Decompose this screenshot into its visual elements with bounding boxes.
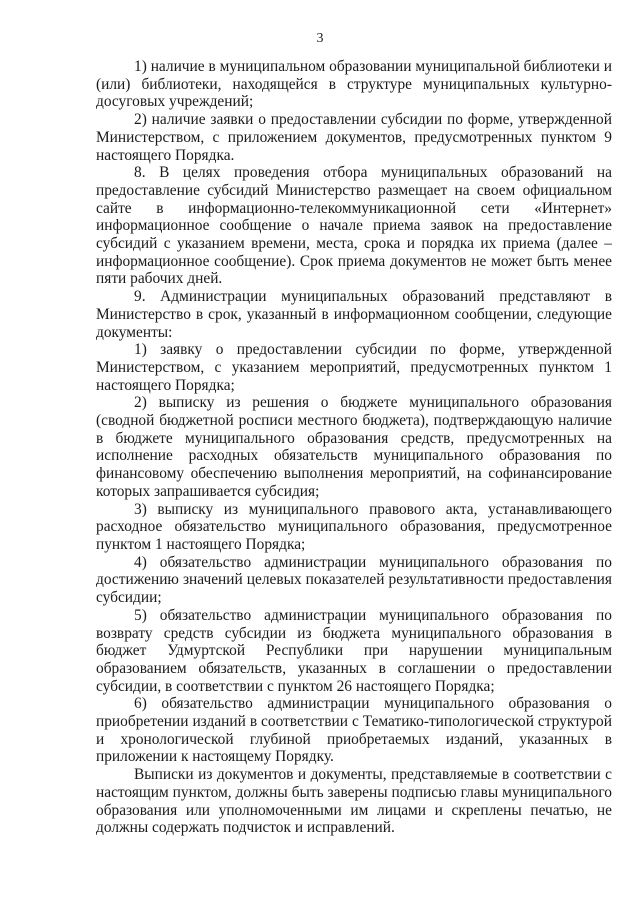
paragraph-document-4: 4) обязательство администрации муниципального образования по достижению значений целевых показателей результативности предоставления субсидии; [96,553,612,607]
paragraph-document-2: 2) выписку из решения о бюджете муниципального образования (сводной бюджетной росписи местного бюджета), подтверждающую наличие в бюджете муниципального образования средств, предусмотренных на исполнение расходных обязательств муниципального образования по финансовому обеспечению выполнения мероприятий, на софинансирование которых запрашивается субсидия; [96,394,612,500]
paragraph-criterion-2: 2) наличие заявки о предоставлении субсидии по форме, утвержденной Министерством, с приложением документов, предусмотренных пунктом 9 настоящего Порядка. [96,111,612,164]
paragraph-certification: Выписки из документов и документы, представляемые в соответствии с настоящим пунктом, должны быть заверены подписью главы муниципального образования или уполномоченными им лицами и скреплены печатью, не должны содержать подчисток и исправлений. [96,766,612,837]
document-body [96,58,612,837]
paragraph-section-8: 8. В целях проведения отбора муниципальных образований на предоставление субсидий Министерство размещает на своем официальном сайте в информационно-телекоммуникационной сети «Интернет» информационное сообщение о начале приема заявок на предоставление субсидий с указанием времени, места, срока и порядка их приема (далее – информационное сообщение). Срок приема документов не может быть менее пяти рабочих дней. [96,164,612,288]
paragraph-section-9: 9. Администрации муниципальных образований представляют в Министерство в срок, указанный в информационном сообщении, следующие документы: [96,288,612,341]
paragraph-document-3: 3) выписку из муниципального правового акта, устанавливающего расходное обязательство муниципального образования, предусмотренное пунктом 1 настоящего Порядка; [96,500,612,553]
paragraph-document-6: 6) обязательство администрации муниципального образования о приобретении изданий в соответствии с Тематико-типологической структурой и хронологической глубиной приобретаемых изданий, указанных в приложении к настоящему Порядку. [96,695,612,766]
paragraph-document-5: 5) обязательство администрации муниципального образования по возврату средств субсидии из бюджета муниципального образования в бюджет Удмуртской Республики при нарушении муниципальным образованием обязательств, указанных в соглашении о предоставлении субсидии, в соответствии с пунктом 26 настоящего Порядка; [96,606,612,695]
paragraph-criterion-1: 1) наличие в муниципальном образовании муниципальной библиотеки и (или) библиотеки, находящейся в структуре муниципальных культурно-досуговых учреждений; [96,58,612,111]
paragraph-document-1: 1) заявку о предоставлении субсидии по форме, утвержденной Министерством, с указанием мероприятий, предусмотренных пунктом 1 настоящего Порядка; [96,341,612,394]
page-number: 3 [316,31,324,46]
